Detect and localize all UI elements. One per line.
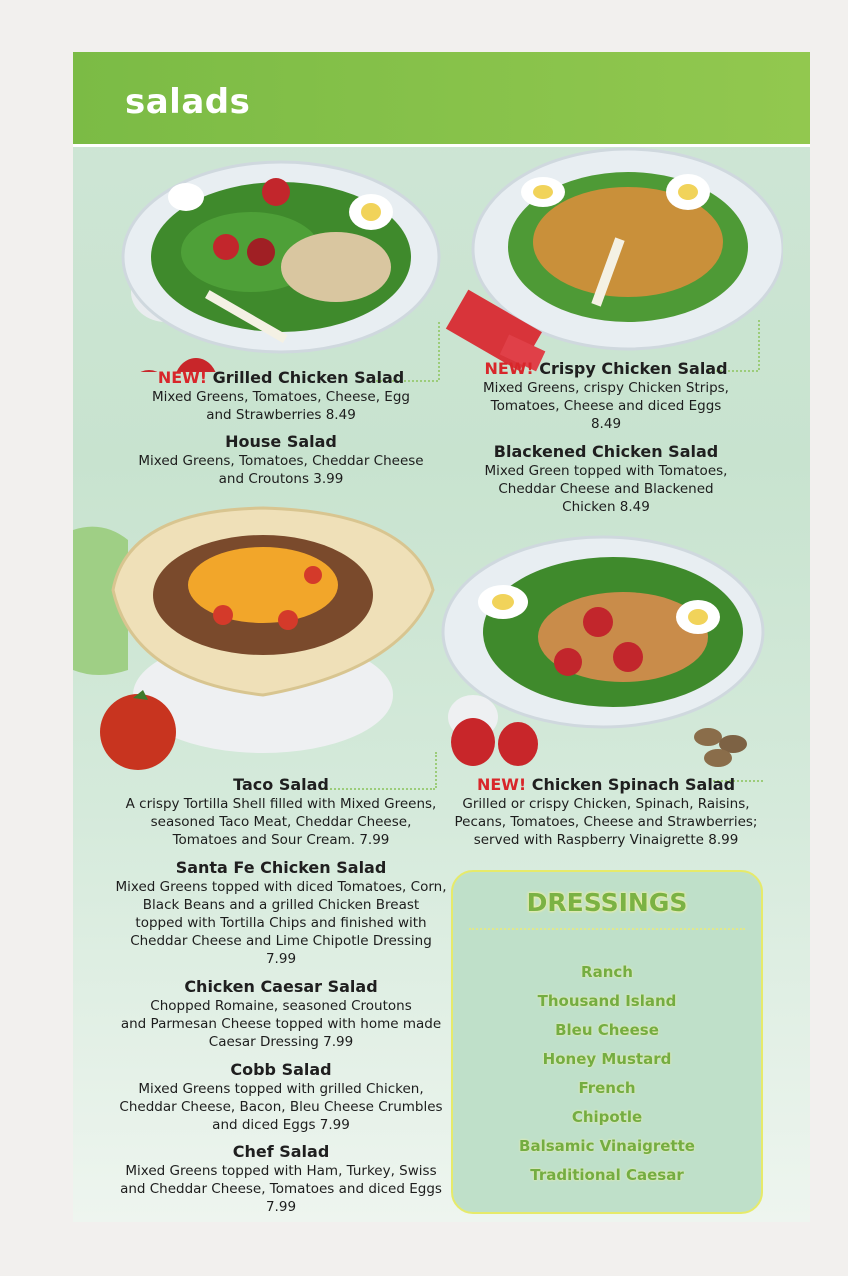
item-title: Crispy Chicken Salad <box>539 359 728 378</box>
dressing-item: Honey Mustard <box>542 1050 672 1068</box>
dressing-item: Chipotle <box>571 1108 643 1126</box>
dressing-item: Traditional Caesar <box>530 1166 684 1184</box>
menu-item-crispy-chicken-salad <box>456 359 756 433</box>
dressings-title: DRESSINGS <box>526 888 688 917</box>
menu-item-grilled-chicken-salad <box>131 368 431 424</box>
item-name: Blackened Chicken Salad <box>493 442 719 461</box>
item-desc-line: Mixed Greens, Tomatoes, Cheddar Cheese <box>138 453 424 469</box>
item-name <box>446 775 766 795</box>
dotted-divider <box>758 320 760 370</box>
item-desc-line: and Parmesan Cheese topped with home made <box>120 1016 442 1032</box>
item-desc-line: Cheddar Cheese and Lime Chipotle Dressing <box>130 933 432 949</box>
menu-item-chicken-caesar-salad <box>111 977 451 1051</box>
item-desc-line: topped with Tortilla Chips and finished with <box>135 915 427 931</box>
dressing-item: Thousand Island <box>537 992 677 1010</box>
menu-item-house-salad <box>131 432 431 488</box>
menu-item-chicken-spinach-salad <box>446 775 766 849</box>
item-name: Chef Salad <box>232 1142 330 1161</box>
item-desc-line: Caesar Dressing 7.99 <box>208 1034 354 1050</box>
dotted-divider <box>438 322 440 380</box>
item-desc-line: and Cheddar Cheese, Tomatoes and diced Eggs <box>120 1181 442 1197</box>
item-desc-line: 8.49 <box>590 416 622 432</box>
item-desc-line: Black Beans and a grilled Chicken Breast <box>142 897 420 913</box>
item-desc-line: Mixed Greens, crispy Chicken Strips, <box>483 380 729 396</box>
item-desc-line: Mixed Greens, Tomatoes, Cheese, Egg <box>152 389 410 405</box>
item-desc-line: Grilled or crispy Chicken, Spinach, Raisins, <box>462 796 750 812</box>
new-badge: NEW! <box>476 775 527 794</box>
item-desc-line: Mixed Greens topped with grilled Chicken, <box>138 1081 424 1097</box>
dressings-divider <box>469 928 745 930</box>
section-title: salads <box>125 82 251 122</box>
item-name: House Salad <box>225 432 337 451</box>
item-desc-line: Mixed Greens topped with diced Tomatoes, Corn, <box>115 879 447 895</box>
item-desc-line: and Strawberries 8.49 <box>206 407 356 423</box>
dressings-box <box>451 870 763 1214</box>
item-desc-line: Cheddar Cheese, Bacon, Bleu Cheese Crumbles <box>119 1099 443 1115</box>
menu-item-chef-salad <box>111 1142 451 1216</box>
new-badge: NEW! <box>484 359 534 378</box>
menu-item-taco-salad <box>116 775 446 849</box>
item-name <box>456 359 756 379</box>
new-badge: NEW! <box>157 368 208 387</box>
item-desc-line: 7.99 <box>265 951 297 967</box>
dressing-item: Ranch <box>581 963 633 981</box>
menu-item-santa-fe-chicken-salad <box>111 858 451 968</box>
item-desc-line: Tomatoes and Sour Cream. 7.99 <box>172 832 390 848</box>
item-desc-line: Cheddar Cheese and Blackened <box>498 481 714 497</box>
item-name <box>131 368 431 388</box>
dressings-list <box>453 958 761 1190</box>
item-title: Grilled Chicken Salad <box>212 368 405 387</box>
item-desc-line: served with Raspberry Vinaigrette 8.99 <box>473 832 739 848</box>
dressing-item: French <box>578 1079 636 1097</box>
item-desc-line: Chopped Romaine, seasoned Croutons <box>150 998 412 1014</box>
item-desc-line: and Croutons 3.99 <box>218 471 344 487</box>
taco-salad-photo <box>73 500 443 770</box>
item-desc-line: Mixed Greens topped with Ham, Turkey, Swiss <box>125 1163 437 1179</box>
item-name: Chicken Caesar Salad <box>184 977 378 996</box>
item-desc-line: Tomatoes, Cheese and diced Eggs <box>490 398 722 414</box>
item-desc-line: and diced Eggs 7.99 <box>212 1117 350 1133</box>
item-desc-line: A crispy Tortilla Shell filled with Mixed Greens, <box>125 796 437 812</box>
menu-item-cobb-salad <box>111 1060 451 1134</box>
item-desc-line: Chicken 8.49 <box>562 499 650 515</box>
menu-panel <box>73 52 810 1222</box>
item-desc-line: Pecans, Tomatoes, Cheese and Strawberries; <box>454 814 758 830</box>
item-desc-line: Mixed Green topped with Tomatoes, <box>484 463 728 479</box>
item-name: Cobb Salad <box>230 1060 332 1079</box>
item-name: Taco Salad <box>233 775 329 794</box>
grilled-chicken-salad-photo <box>101 152 441 372</box>
dressing-item: Bleu Cheese <box>555 1021 659 1039</box>
crispy-chicken-salad-photo <box>393 137 783 377</box>
menu-item-blackened-chicken-salad <box>456 442 756 516</box>
item-title: Chicken Spinach Salad <box>531 775 736 794</box>
item-name: Santa Fe Chicken Salad <box>175 858 387 877</box>
chicken-spinach-salad-photo <box>423 522 808 772</box>
dressing-item: Balsamic Vinaigrette <box>519 1137 695 1155</box>
item-desc-line: seasoned Taco Meat, Cheddar Cheese, <box>150 814 412 830</box>
item-desc-line: 7.99 <box>265 1199 297 1215</box>
section-header <box>73 52 810 147</box>
